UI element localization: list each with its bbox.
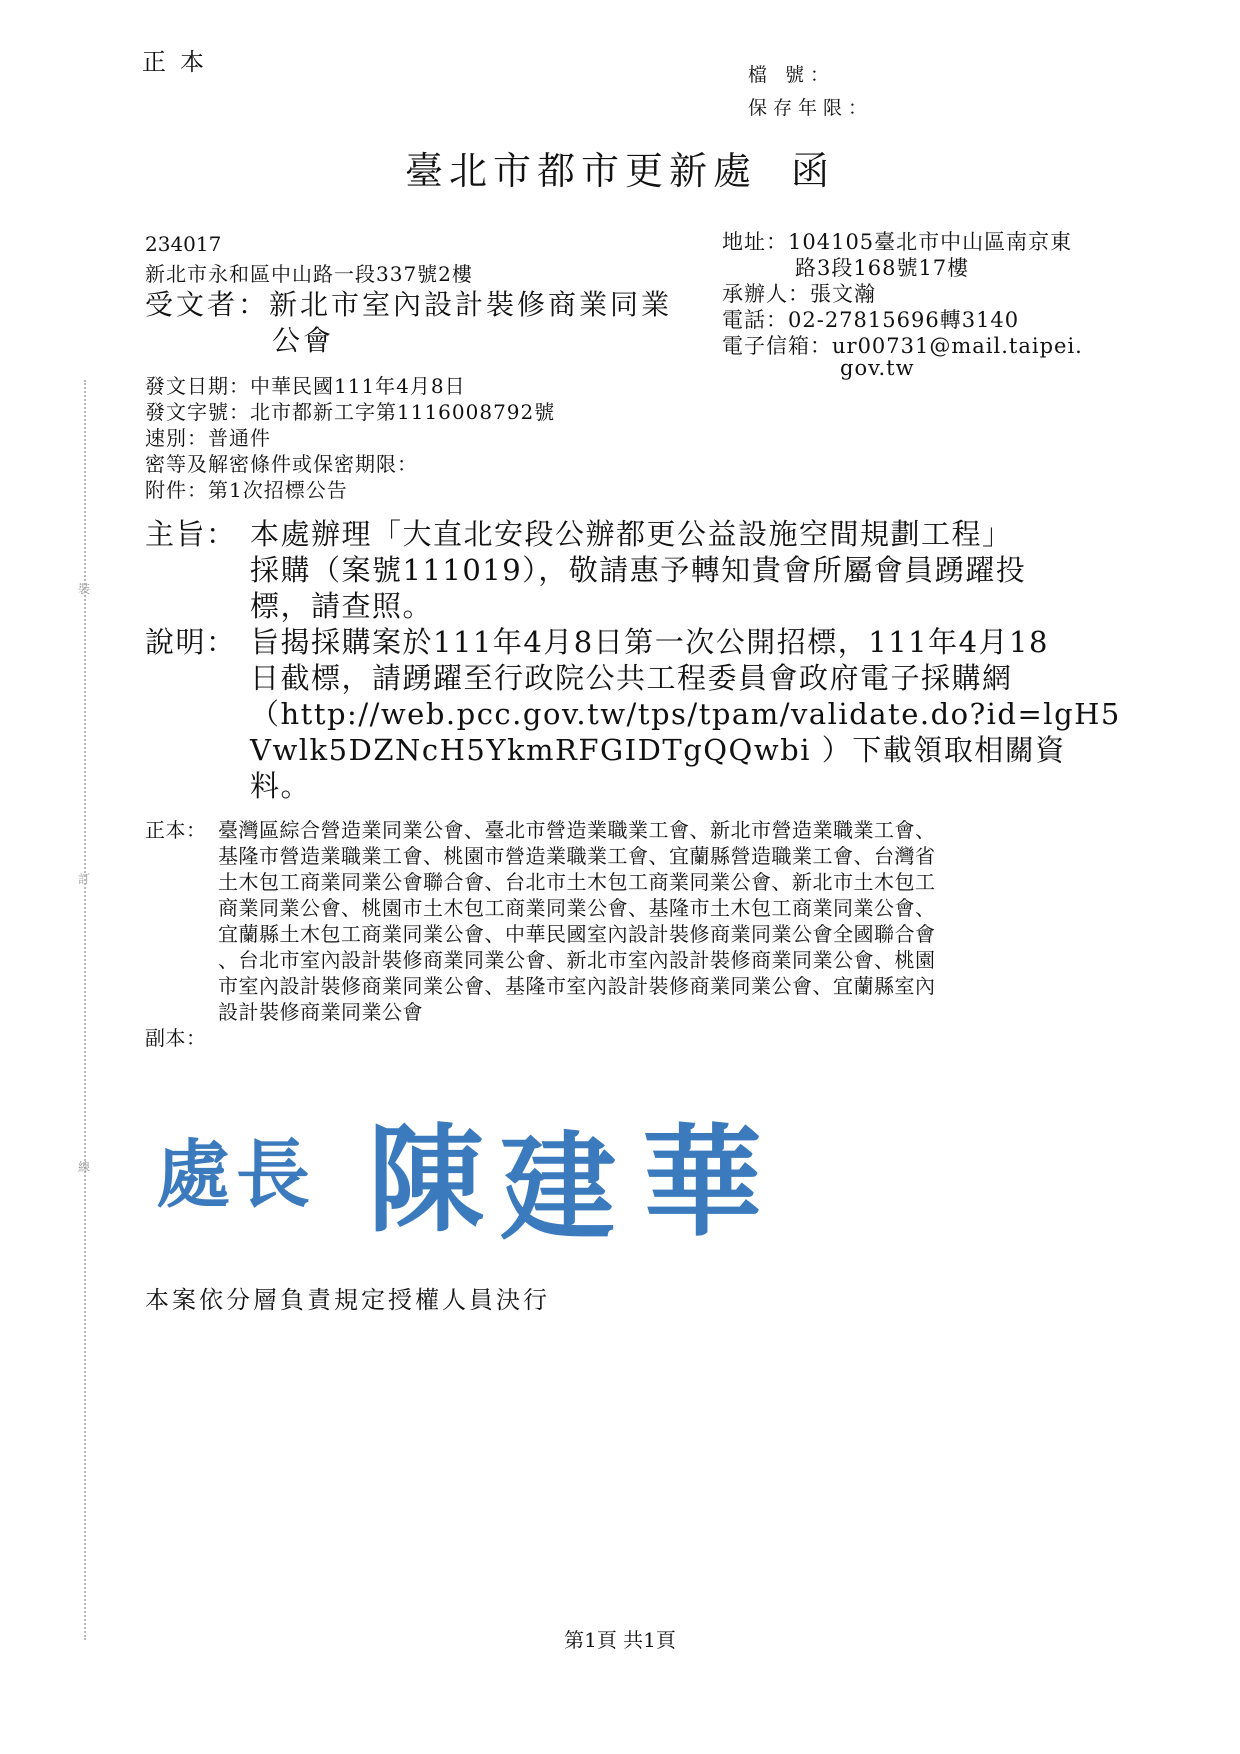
binding-mark-xian: 線 bbox=[78, 1160, 91, 1174]
svg-text:長: 長 bbox=[236, 1132, 310, 1218]
confidentiality: 密等及解密條件或保密期限： bbox=[145, 452, 418, 476]
priority: 速別：普通件 bbox=[145, 426, 271, 450]
contact-phone: 電話：02-27815696轉3140 bbox=[722, 308, 1020, 332]
subject-label: 主旨： bbox=[145, 517, 237, 551]
recipient-address: 新北市永和區中山路一段337號2樓 bbox=[145, 262, 473, 286]
subject-line: 本處辦理「大直北安段公辦都更公益設施空間規劃工程」 bbox=[250, 517, 1013, 551]
document-type: 函 bbox=[791, 149, 836, 193]
explanation-line: 料。 bbox=[250, 769, 312, 803]
explanation-url-line[interactable]: （http://web.pcc.gov.tw/tps/tpam/validate.do?id=lgH5 bbox=[250, 697, 1121, 731]
explanation-url-line[interactable]: Vwlk5DZNcH5YkmRFGIDTgQQwbi ）下載領取相關資 bbox=[250, 733, 1066, 767]
agency-name: 臺北市都市更新處 bbox=[404, 149, 757, 193]
explanation-label: 說明： bbox=[145, 625, 237, 659]
cc-label: 副本： bbox=[145, 1026, 207, 1050]
distribution-line: 宜蘭縣土木包工商業同業公會、中華民國室內設計裝修商業同業公會全國聯合會 bbox=[218, 922, 936, 946]
subject-line: 採購（案號111019），敬請惠予轉知貴會所屬會員踴躍投 bbox=[250, 553, 1027, 587]
svg-text:華: 華 bbox=[642, 1112, 762, 1250]
recipient-line-2: 公會 bbox=[272, 324, 335, 357]
signature-stamp bbox=[150, 1100, 790, 1250]
binding-mark-zhuang: 裝 bbox=[78, 582, 91, 596]
contact-email-line-2: gov.tw bbox=[840, 356, 915, 380]
sender-address-line-1: 地址：104105臺北市中山區南京東 bbox=[722, 230, 1073, 254]
file-number-label: 檔 號： bbox=[748, 64, 836, 86]
signature-stamp-graphic bbox=[150, 1100, 790, 1250]
copy-mark: 正本 bbox=[142, 48, 218, 76]
retention-label: 保存年限： bbox=[748, 97, 874, 119]
distribution-line: 基隆市營造業職業工會、桃園市營造業職業工會、宜蘭縣營造職業工會、台灣省 bbox=[218, 844, 936, 868]
doc-number: 發文字號：北市都新工字第1116008792號 bbox=[145, 400, 556, 424]
issue-date: 發文日期：中華民國111年4月8日 bbox=[145, 374, 466, 398]
recipient-line-1: 受文者：新北市室內設計裝修商業同業 bbox=[145, 288, 673, 321]
recipient-zip: 234017 bbox=[145, 232, 222, 256]
svg-text:處: 處 bbox=[156, 1132, 234, 1218]
distribution-line: 市室內設計裝修商業同業公會、基隆市室內設計裝修商業同業公會、宜蘭縣室內 bbox=[218, 974, 936, 998]
distribution-line: 土木包工商業同業公會聯合會、台北市土木包工商業同業公會、新北市土木包工 bbox=[218, 870, 936, 894]
distribution-label: 正本： bbox=[145, 818, 207, 842]
contact-person: 承辦人：張文瀚 bbox=[722, 282, 876, 306]
authorization-note: 本案依分層負責規定授權人員決行 bbox=[145, 1286, 550, 1314]
distribution-line: 商業同業公會、桃園市土木包工商業同業公會、基隆市土木包工商業同業公會、 bbox=[218, 896, 936, 920]
explanation-line: 日截標，請踴躍至行政院公共工程委員會政府電子採購網 bbox=[250, 661, 1013, 695]
page-number: 第1頁 共1頁 bbox=[564, 1628, 676, 1652]
sender-address-line-2: 路3段168號17樓 bbox=[795, 256, 970, 280]
svg-text:建: 建 bbox=[500, 1120, 616, 1250]
binding-mark-ding: 訂 bbox=[78, 872, 91, 886]
svg-text:陳: 陳 bbox=[368, 1112, 490, 1248]
explanation-line: 旨揭採購案於111年4月8日第一次公開招標，111年4月18 bbox=[250, 625, 1049, 659]
binding-line bbox=[84, 380, 88, 1640]
subject-line: 標，請查照。 bbox=[250, 589, 434, 623]
distribution-line: 設計裝修商業同業公會 bbox=[218, 1000, 423, 1024]
distribution-line: 、台北市室內設計裝修商業同業公會、新北市室內設計裝修商業同業公會、桃園 bbox=[218, 948, 936, 972]
contact-email-line-1: 電子信箱：ur00731@mail.taipei. bbox=[722, 334, 1083, 358]
attachment: 附件：第1次招標公告 bbox=[145, 478, 348, 502]
distribution-line: 臺灣區綜合營造業同業公會、臺北市營造業職業工會、新北市營造業職業工會、 bbox=[218, 818, 936, 842]
document-title bbox=[0, 140, 1240, 195]
